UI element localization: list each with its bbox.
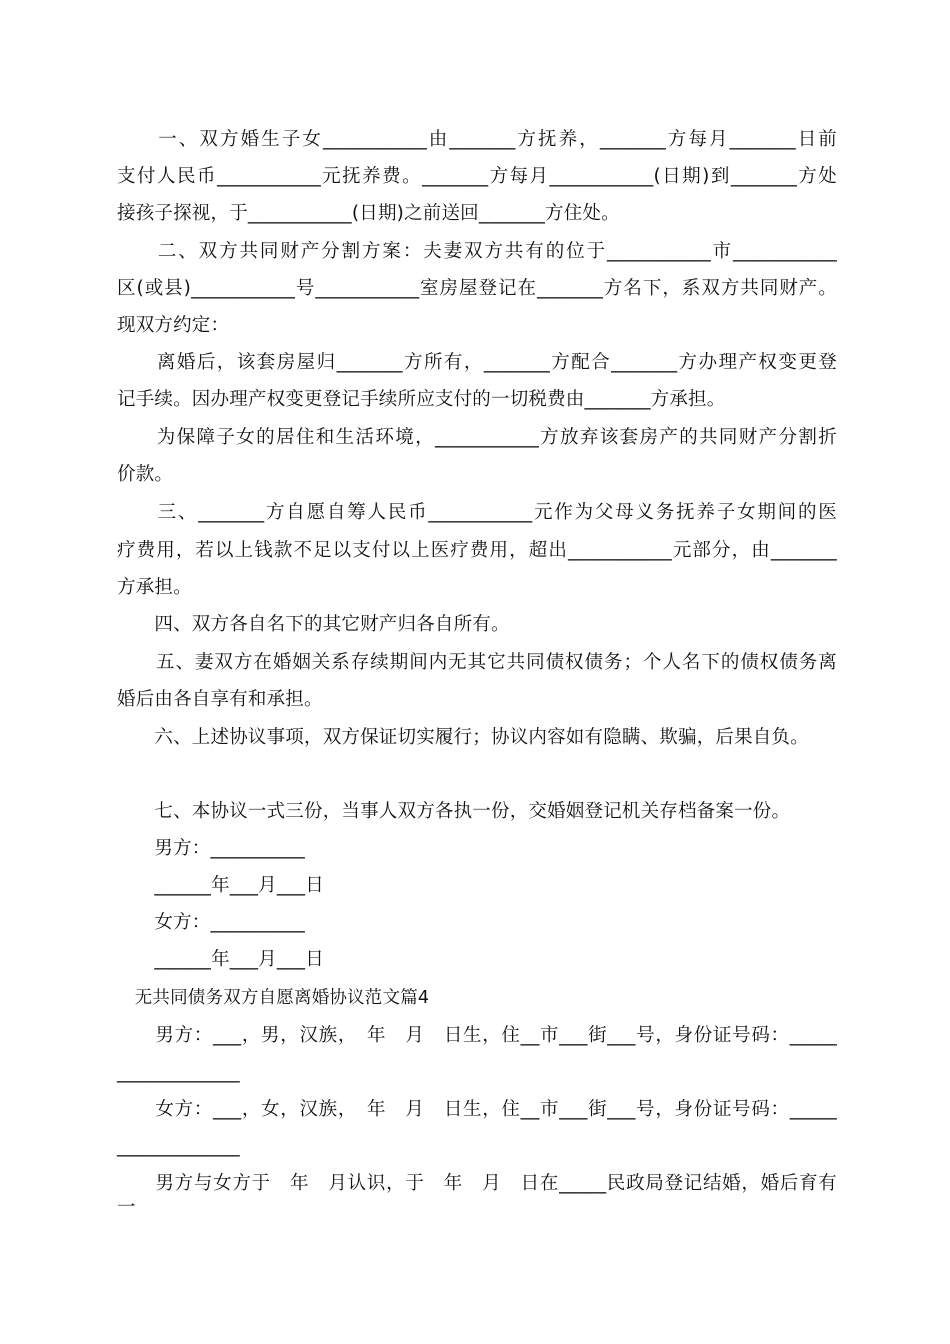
text-line: 婚后由各自享有和承担。 [117, 689, 323, 710]
text-line: 六、上述协议事项，双方保证切实履行；协议内容如有隐瞒、欺骗，后果自负。 [117, 727, 809, 748]
text-line: 疗费用，若以上钱款不足以支付以上医疗费用，超出___________元部分，由_______ [117, 540, 837, 561]
text-line: 接孩子探视，于___________(日期)之前送回_______方住处。 [117, 203, 620, 224]
text-line: 五、妻双方在婚姻关系存续期间内无其它共同债权债务；个人名下的债权债务离 [117, 652, 837, 673]
signature-male-line: 男方：__________ [117, 838, 306, 859]
text-line: 离婚后，该套房屋归_______方所有，_______方配合_______方办理产权变更登 [117, 352, 837, 373]
text-line: 支付人民币___________元抚养费。_______方每月___________(日期)到_______方处 [117, 166, 837, 187]
text-line: 一、双方婚生子女___________由_______方抚养，_______方每月_______日前 [117, 129, 837, 150]
text-line: _____________ [117, 1062, 240, 1083]
text-line: 区(或县)___________号___________室房屋登记在_______方名下，系双方共同财产。 [117, 278, 837, 299]
text-line: 男方与女方于 年 月认识，于 年 月 日在_____民政局登记结婚，婚后育有一 [117, 1173, 837, 1218]
text-line: 男方：___，男，汉族， 年 月 日生，住__市___街___号，身份证号码：_____ [117, 1025, 837, 1046]
text-line: 四、双方各自名下的其它财产归各自所有。 [117, 614, 510, 635]
text-line: 女方：___，女，汉族， 年 月 日生，住__市___街___号，身份证号码：_____ [117, 1099, 837, 1120]
text-line: 三、_______方自愿自筹人民币___________元作为父母义务抚养子女期间的医 [117, 502, 837, 523]
text-line: 记手续。因办理产权变更登记手续所应支付的一切税费由_______方承担。 [117, 389, 726, 410]
text-line: 价款。 [117, 464, 174, 485]
date-line: ______年___月___日 [117, 875, 324, 896]
text-line: 七、本协议一式三份，当事人双方各执一份，交婚姻登记机关存档备案一份。 [117, 801, 791, 822]
text-line: 二、双方共同财产分割方案：夫妻双方共有的位于___________市___________ [117, 241, 837, 262]
text-line: 为保障子女的居住和生活环境，___________方放弃该套房产的共同财产分割折 [117, 427, 837, 448]
signature-female-line: 女方：__________ [117, 912, 306, 933]
section-title: 无共同债务双方自愿离婚协议范文篇4 [117, 988, 430, 1008]
text-line: _____________ [117, 1136, 240, 1157]
date-line: ______年___月___日 [117, 949, 324, 970]
text-line: 现双方约定： [117, 315, 230, 336]
text-line: 方承担。 [117, 577, 192, 598]
